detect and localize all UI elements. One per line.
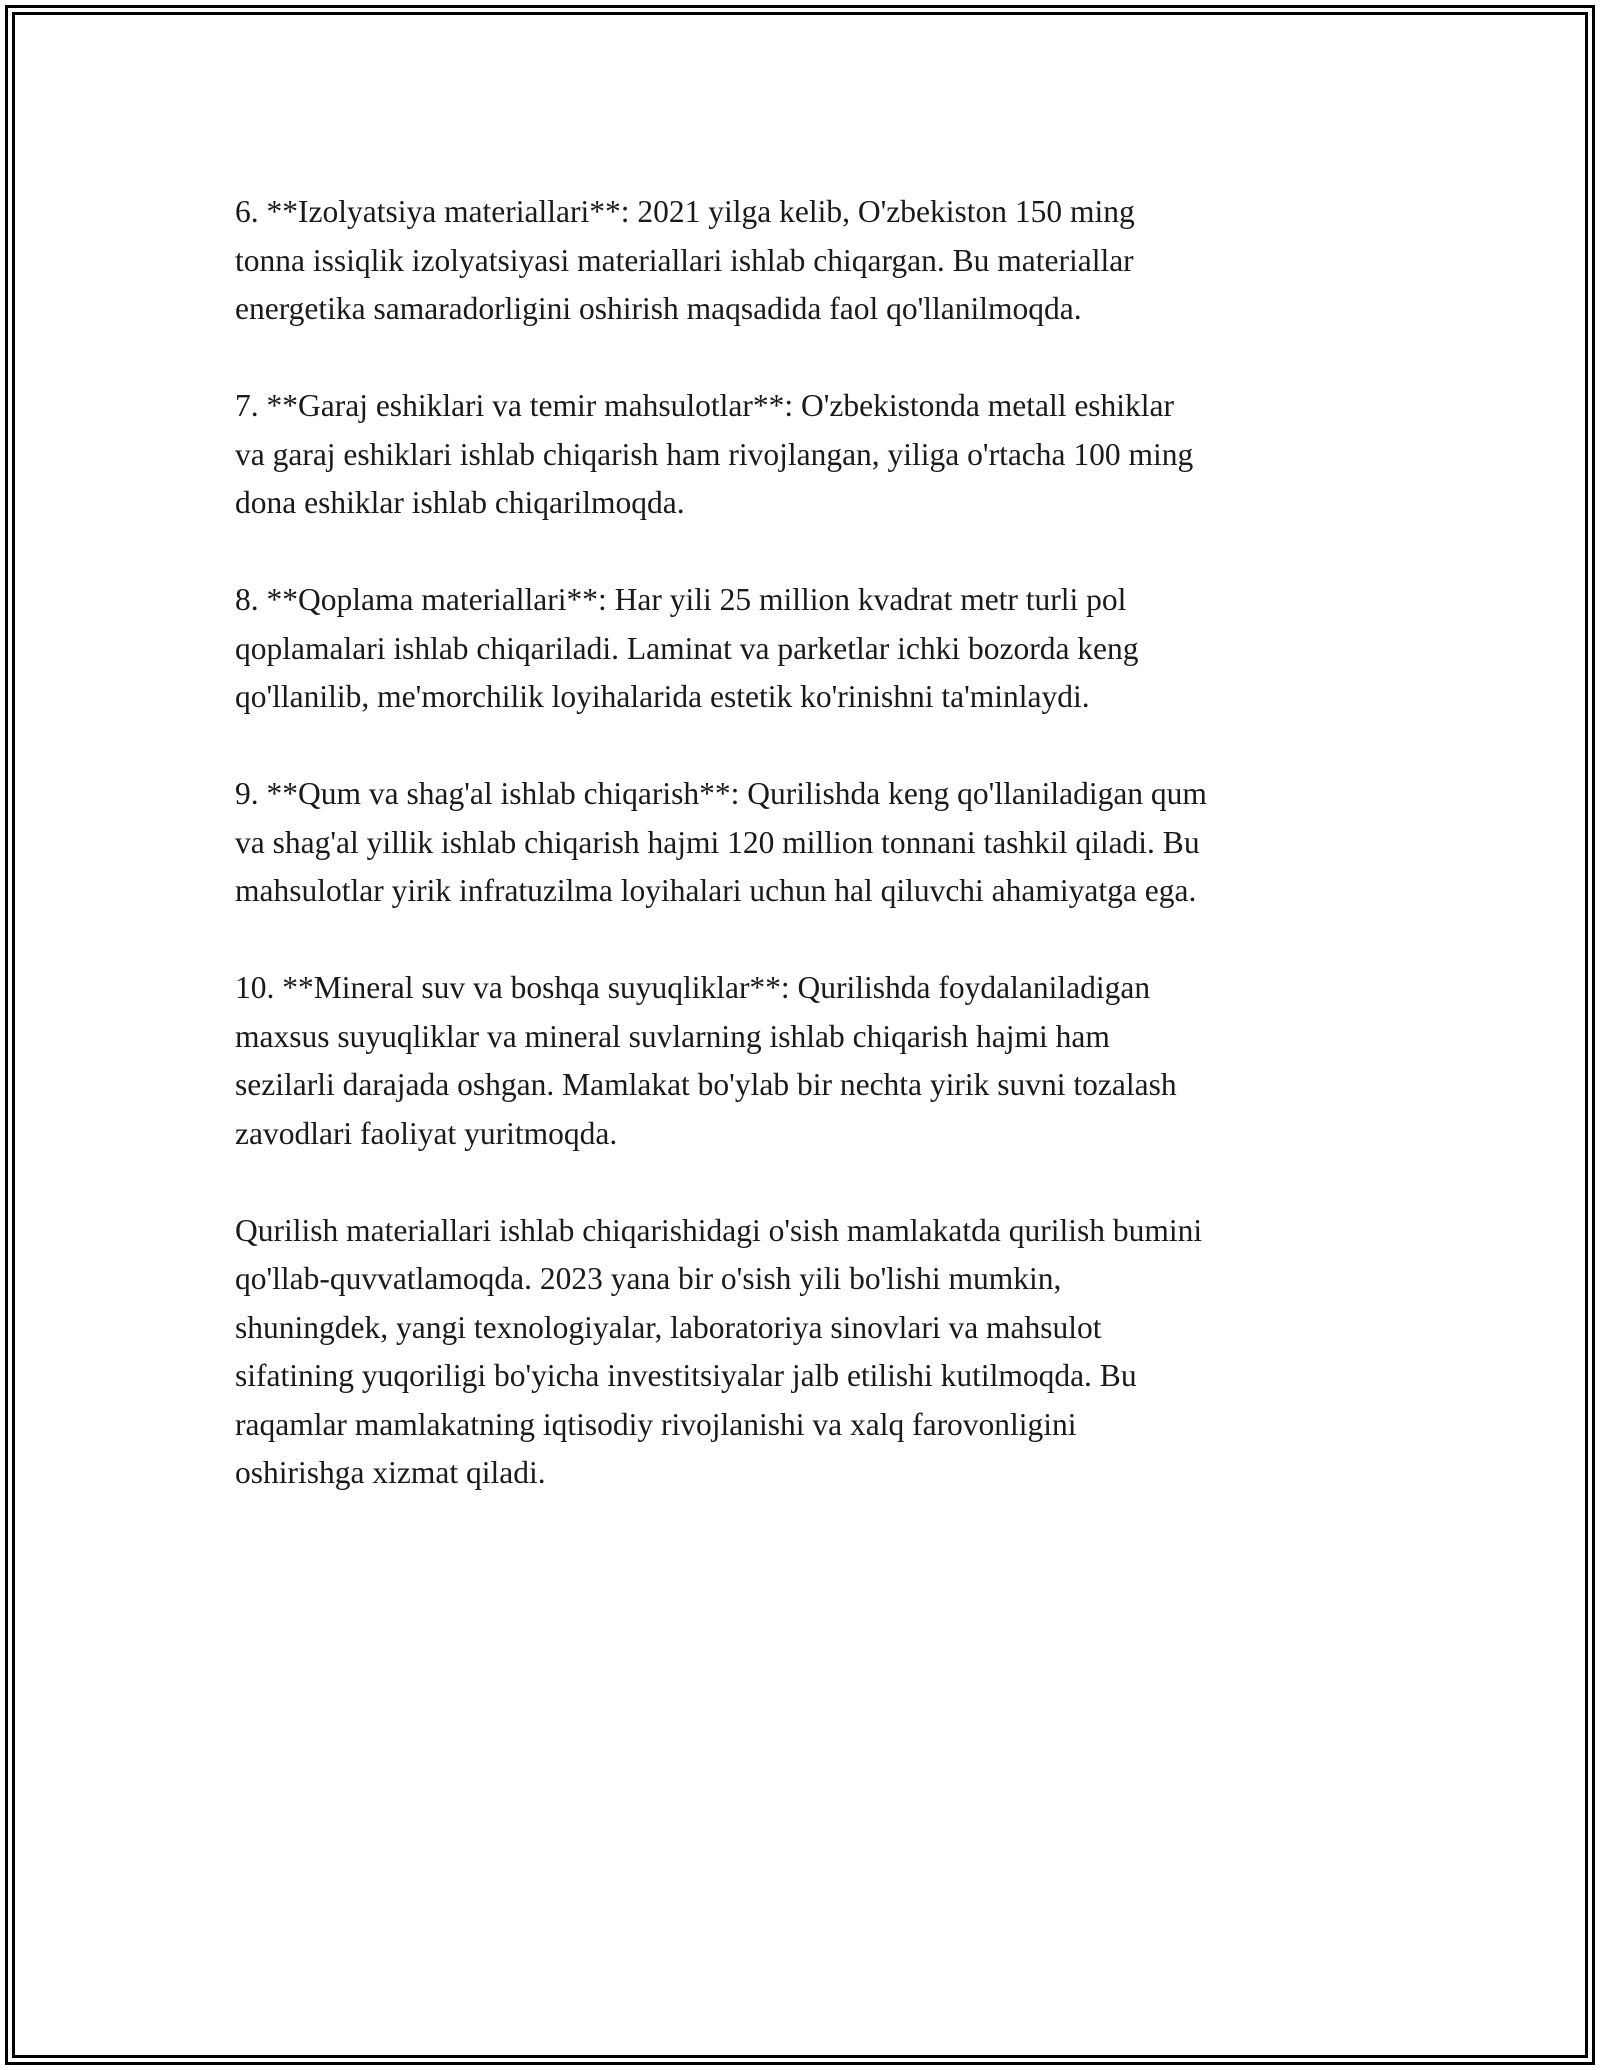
- paragraph-item-7: 7. **Garaj eshiklari va temir mahsulotlar**: O'zbekistonda metall eshiklar va garaj eshiklari ishlab chiqarish ham rivojlangan, yiliga o'rtacha 100 ming dona eshiklar ishlab chiqarilmoqda.: [235, 388, 1194, 520]
- document-body: [235, 188, 1415, 1546]
- paragraph-conclusion: Qurilish materiallari ishlab chiqarishidagi o'sish mamlakatda qurilish bumini qo'llab-quvvatlamoqda. 2023 yana bir o'sish yili bo'lishi mumkin, shuningdek, yangi texnologiyalar, laboratoriya sinovlari va mahsulot sifatining yuqoriligi bo'yicha investitsiyalar jalb etilishi kutilmoqda. Bu raqamlar mamlakatning iqtisodiy rivojlanishi va xalq farovonligini oshirishga xizmat qiladi.: [235, 1212, 1203, 1490]
- paragraph-item-6: 6. **Izolyatsiya materiallari**: 2021 yilga kelib, O'zbekiston 150 ming tonna issiqlik izolyatsiyasi materiallari ishlab chiqargan. Bu materiallar energetika samaradorligini oshirish maqsadida faol qo'llanilmoqda.: [235, 194, 1135, 326]
- paragraph-item-10: 10. **Mineral suv va boshqa suyuqliklar**: Qurilishda foydalaniladigan maxsus suyuqliklar va mineral suvlarning ishlab chiqarish hajmi ham sezilarli darajada oshgan. Mamlakat bo'ylab bir nechta yirik suvni tozalash zavodlari faoliyat yuritmoqda.: [235, 970, 1177, 1151]
- paragraph-item-8: 8. **Qoplama materiallari**: Har yili 25 million kvadrat metr turli pol qoplamalari ishlab chiqariladi. Laminat va parketlar ichki bozorda keng qo'llanilib, me'morchilik loyihalarida estetik ko'rinishni ta'minlaydi.: [235, 582, 1139, 714]
- paragraph-item-9: 9. **Qum va shag'al ishlab chiqarish**: Qurilishda keng qo'llaniladigan qum va shag'al yillik ishlab chiqarish hajmi 120 million tonnani tashkil qiladi. Bu mahsulotlar yirik infratuzilma loyihalari uchun hal qiluvchi ahamiyatga ega.: [235, 776, 1207, 908]
